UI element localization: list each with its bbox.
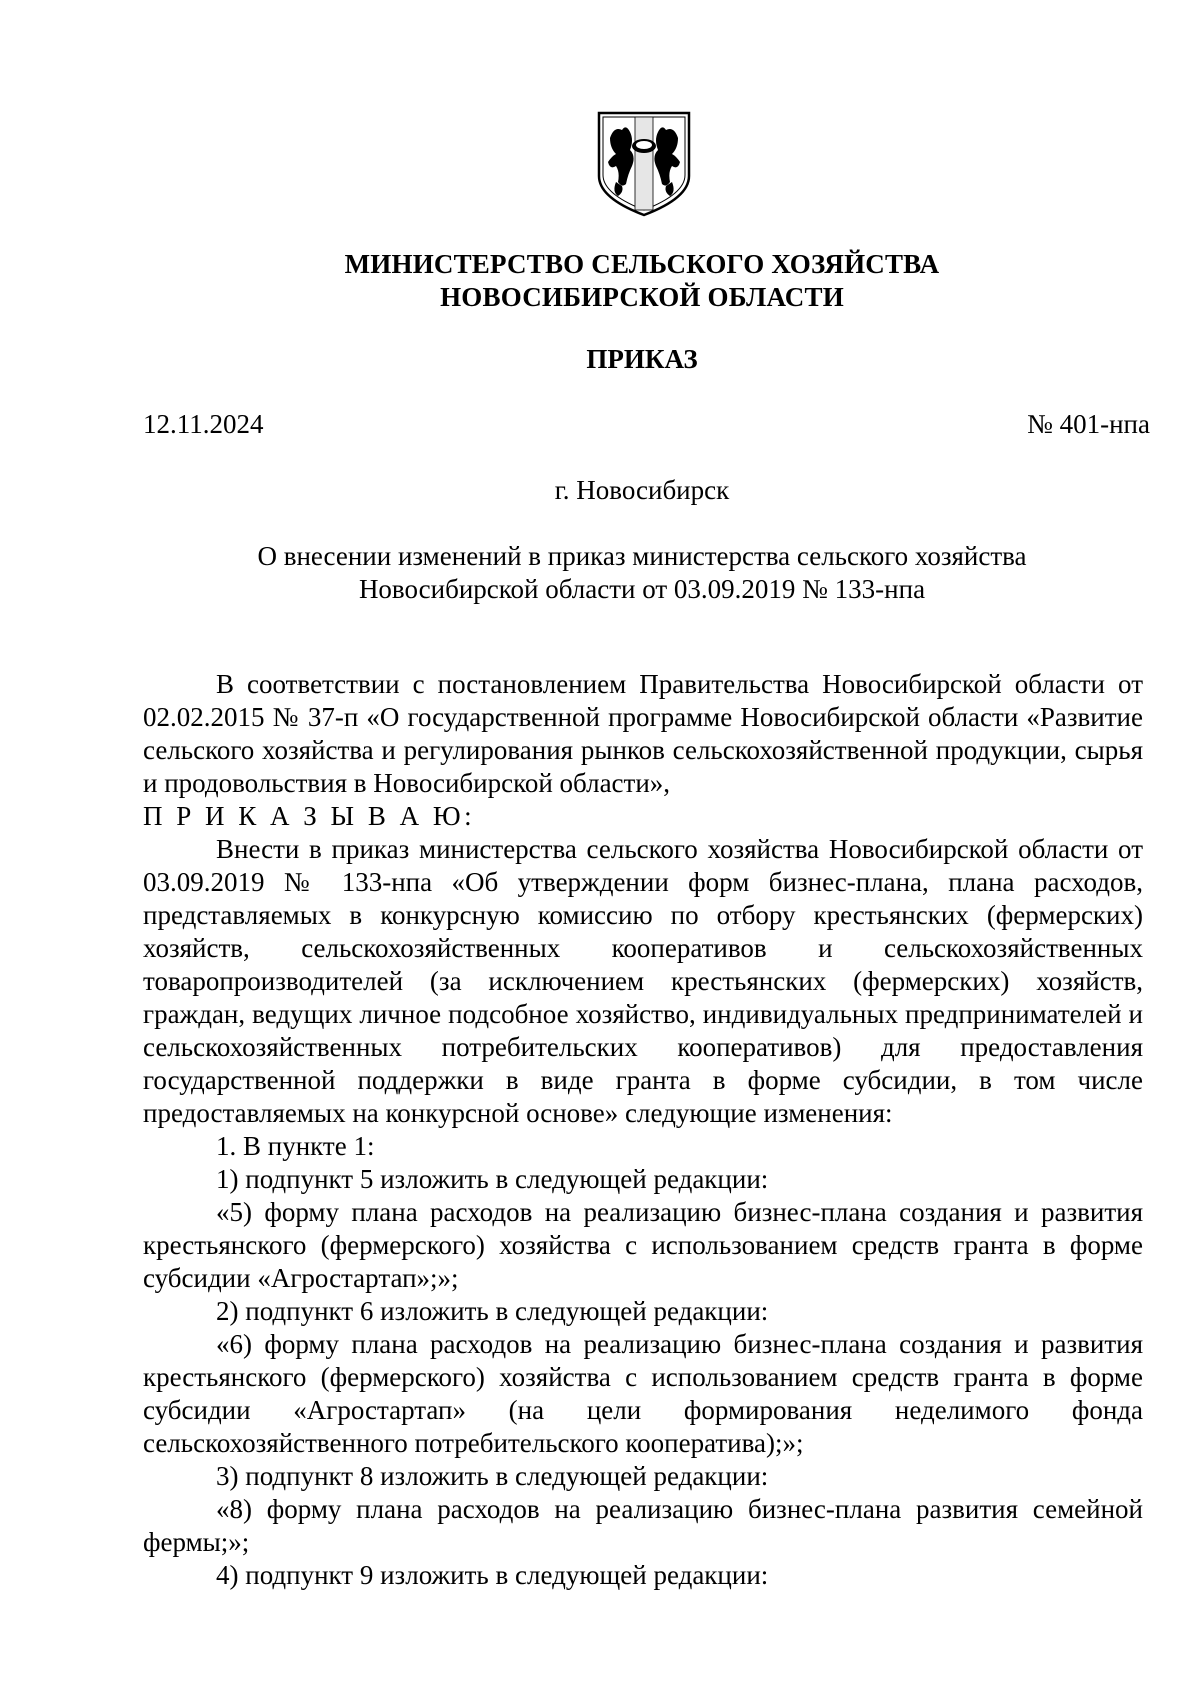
subject-line-2: Новосибирской области от 03.09.2019 № 133-нпа (358, 574, 926, 604)
coat-of-arms-icon (596, 110, 692, 218)
body-paragraph: «8) форму плана расходов на реализацию бизнес-плана развития семейной фермы;»; (143, 1494, 1143, 1557)
ministry-name (200, 248, 1084, 314)
body-paragraph: Внести в приказ министерства сельского хозяйства Новосибирской области от 03.09.2019 № 133-нпа «Об утверждении форм бизнес-плана, плана расходов, представляемых в конкурсную комиссию по отбору крестьянских (фермерских) хозяйств, сельскохозяйственных кооперативов и сельскохозяйственных товаропроизводителей (за исключением крестьянских (фермерских) хозяйств, граждан, ведущих личное подсобное хозяйство, индивидуальных предпринимателей и сельскохозяйственных потребительских кооперативов) для предоставления государственной поддержки в виде гранта в форме субсидии, в том числе предоставляемых на конкурсной основе» следующие изменения: (143, 834, 1143, 1128)
body-paragraph: «5) форму плана расходов на реализацию бизнес-плана создания и развития крестьянского (фермерского) хозяйства с использованием средств гранта в форме субсидии «Агростартап»;»; (143, 1197, 1143, 1293)
body-paragraph: 1. В пункте 1: (216, 1131, 375, 1161)
body-paragraph: 4) подпункт 9 изложить в следующей редакции: (216, 1560, 769, 1590)
subject-line-1: О внесении изменений в приказ министерства сельского хозяйства (257, 541, 1027, 571)
body-paragraph: 3) подпункт 8 изложить в следующей редакции: (216, 1461, 769, 1491)
document-subject (150, 540, 1134, 606)
body-paragraph: В соответствии с постановлением Правительства Новосибирской области от 02.02.2015 № 37-п «О государственной программе Новосибирской области «Развитие сельского хозяйства и регулирования рынков сельскохозяйственной продукции, сырья и продовольствия в Новосибирской области», (143, 669, 1143, 798)
document-city: г. Новосибирск (554, 475, 730, 505)
ministry-line-1: МИНИСТЕРСТВО СЕЛЬСКОГО ХОЗЯЙСТВА (344, 249, 940, 279)
body-paragraph: 2) подпункт 6 изложить в следующей редакции: (216, 1296, 769, 1326)
document-date: 12.11.2024 (143, 409, 264, 439)
document-number: № 401-нпа (1027, 409, 1150, 439)
document-body (143, 668, 1143, 1592)
order-word: П Р И К А З Ы В А Ю: (143, 801, 476, 831)
ministry-line-2: НОВОСИБИРСКОЙ ОБЛАСТИ (440, 282, 844, 312)
document-type: ПРИКАЗ (586, 344, 698, 374)
body-paragraph: 1) подпункт 5 изложить в следующей редакции: (216, 1164, 769, 1194)
body-paragraph: «6) форму плана расходов на реализацию бизнес-плана создания и развития крестьянского (фермерского) хозяйства с использованием средств гранта в форме субсидии «Агростартап» (на цели формирования неделимого фонда сельскохозяйственного потребительского кооператива);»; (143, 1329, 1143, 1458)
